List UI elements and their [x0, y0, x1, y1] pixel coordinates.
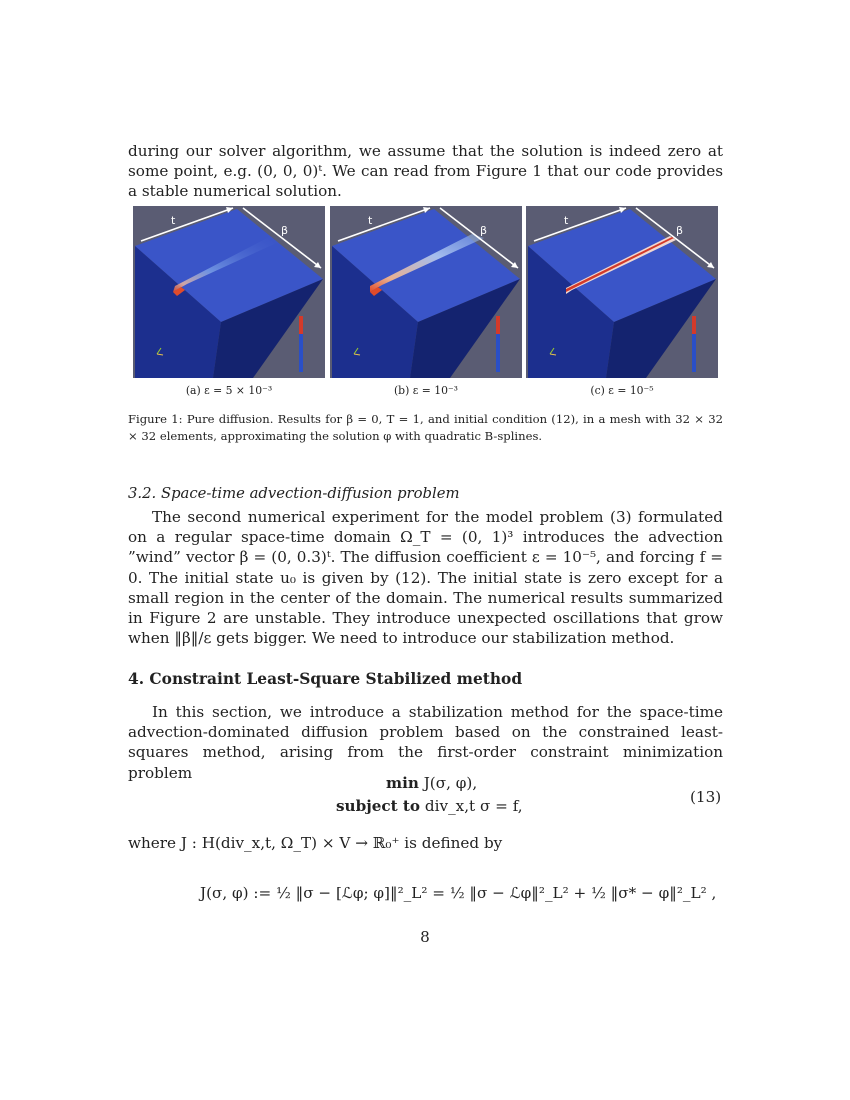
figure-panel-c: [526, 206, 718, 378]
figure-panel-a: [133, 206, 325, 378]
panel-c-t-label: t: [564, 214, 569, 227]
figure-caption: Figure 1: Pure diffusion. Results for β = 0, T = 1, and initial condition (12), in a mesh with 32 × 32 × 32 elements, approximating the solution φ with quadratic B-splines.: [128, 412, 723, 443]
subfigure-label-a: (a) ε = 5 × 10⁻³: [185, 384, 273, 397]
section-heading: 4. Constraint Least-Square Stabilized method: [128, 670, 523, 688]
figure-panel-b: [330, 206, 522, 378]
subsection-paragraph: [128, 507, 723, 648]
figure-1: [133, 206, 719, 378]
panel-b-t-label: t: [368, 214, 373, 227]
section-paragraph: [128, 702, 723, 783]
subsection-paragraph-text: The second numerical experiment for the model problem (3) formulated on a regular space-time domain Ω_T = (0, 1)³ introduces the advection ”wind” vector β = (0, 0.3)ᵗ. The diffusion coefficient ε = 10⁻⁵, and forcing f = 0. The initial state u₀ is given by (12). The initial state is zero except for a small region in the center of the domain. The numerical results summarized in Figure 2 are unstable. They introduce unexpected oscillations that grow when ‖β‖/ε gets bigger. We need to introduce our stabilization method.: [128, 508, 723, 648]
panel-a-t-label: t: [171, 214, 176, 227]
equation-13-number: (13): [690, 788, 722, 806]
panel-c-plot: [526, 206, 718, 378]
functional-definition: J(σ, φ) := ½ ‖σ − [ℒφ; φ]‖²_L² = ½ ‖σ − ℒφ‖²_L² + ½ ‖σ* − φ‖²_L² ,: [200, 884, 717, 902]
intro-paragraph-text: during our solver algorithm, we assume that the solution is indeed zero at some point, e.g. (0, 0, 0)ᵗ. We can read from Figure 1 that our code provides a stable numerical solution.: [128, 142, 723, 201]
page-number: 8: [420, 928, 430, 946]
subfigure-label-c: (c) ε = 10⁻⁵: [590, 384, 654, 397]
panel-a-beta-label: β: [281, 224, 289, 237]
eq13-min-keyword: min: [386, 774, 419, 792]
panel-a-plot: [133, 206, 325, 378]
section-paragraph-text: In this section, we introduce a stabilization method for the space-time advection-dominated diffusion problem based on the constrained least-squares method, arising from the first-order constraint minimization problem: [128, 703, 723, 782]
panel-b-plot: [330, 206, 522, 378]
where-line: [128, 833, 723, 853]
eq13-subject-to-keyword: subject to: [336, 797, 421, 815]
eq13-constraint: div_x,t σ = f,: [424, 797, 523, 815]
panel-c-beta-label: β: [676, 224, 684, 237]
equation-13-line-1: [386, 774, 477, 792]
eq13-objective: J(σ, φ),: [423, 774, 478, 792]
intro-paragraph: [128, 141, 723, 202]
panel-b-beta-label: β: [480, 224, 488, 237]
where-line-text: where J : H(div_x,t, Ω_T) × V → ℝ₀⁺ is defined by: [128, 834, 503, 852]
subsection-heading: 3.2. Space-time advection-diffusion problem: [128, 485, 460, 502]
subfigure-label-b: (b) ε = 10⁻³: [393, 384, 459, 397]
equation-13-line-2: [336, 797, 523, 815]
